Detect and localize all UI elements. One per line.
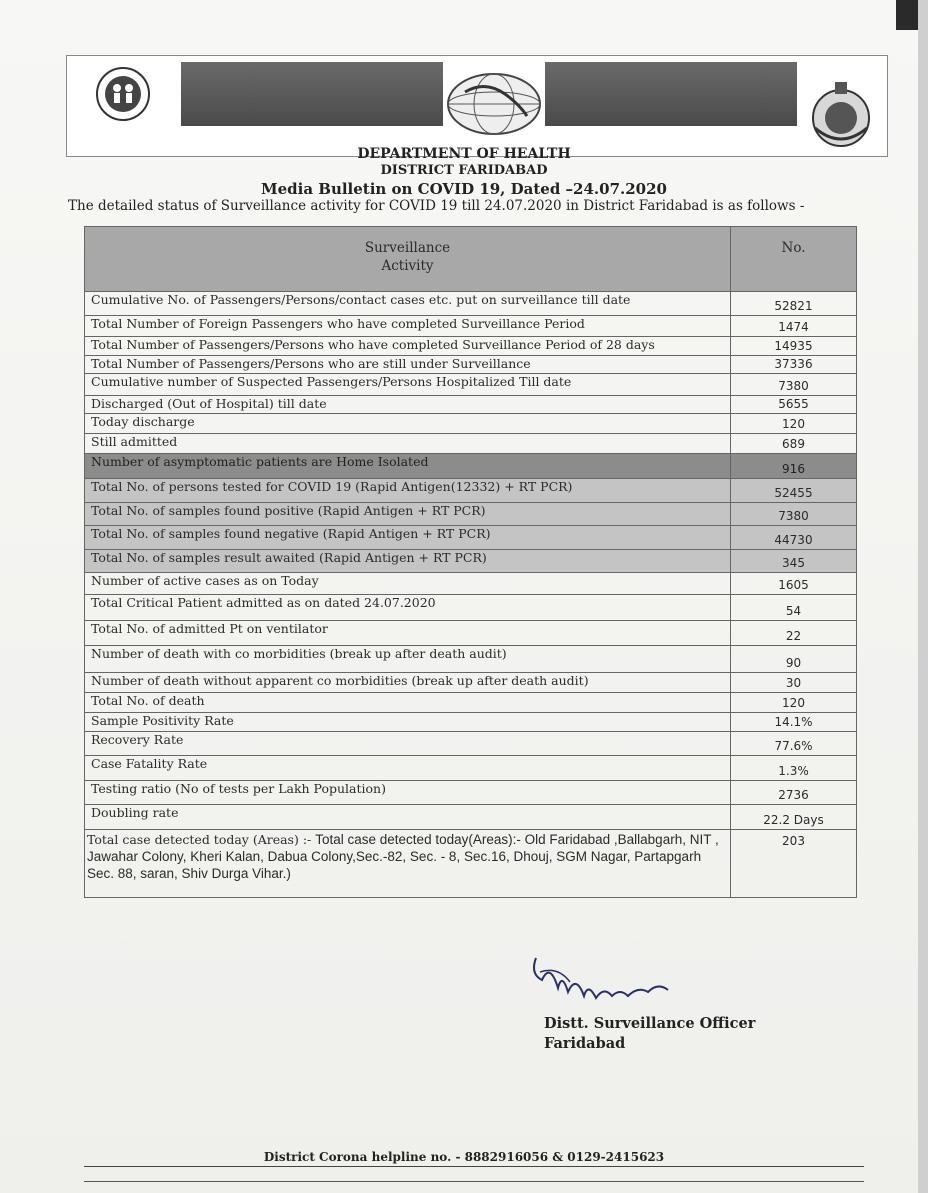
row-label: Number of death without apparent co morbidities (break up after death audit): [85, 673, 731, 693]
areas-label: Total case detected today (Areas) :-: [87, 832, 316, 847]
page-bottom-line: [84, 1181, 864, 1182]
row-value: 22.2 Days: [731, 805, 857, 830]
row-value: 30: [731, 673, 857, 693]
officer-location: Faridabad: [544, 1035, 626, 1052]
table-row: [85, 550, 857, 573]
row-label: Today discharge: [85, 414, 731, 434]
row-value: 1605: [731, 573, 857, 595]
signature: [528, 952, 678, 1022]
row-value: 22: [731, 621, 857, 646]
row-value: 7380: [731, 503, 857, 526]
row-label: Total No. of samples found negative (Rapid Antigen + RT PCR): [85, 526, 731, 550]
row-label: Discharged (Out of Hospital) till date: [85, 396, 731, 414]
row-value: 1.3%: [731, 756, 857, 781]
row-value: 14935: [731, 337, 857, 356]
row-label: Number of active cases as on Today: [85, 573, 731, 595]
row-value: 52821: [731, 292, 857, 316]
row-label: Sample Positivity Rate: [85, 713, 731, 732]
bulletin-title: Media Bulletin on COVID 19, Dated –24.07.2020: [261, 180, 667, 198]
areas-value: 203: [731, 830, 857, 898]
row-label: Cumulative No. of Passengers/Persons/contact cases etc. put on surveillance till date: [85, 292, 731, 316]
table-header-row: [85, 227, 857, 292]
row-value: 345: [731, 550, 857, 573]
row-label: Total Number of Foreign Passengers who have completed Surveillance Period: [85, 316, 731, 337]
table-row: [85, 316, 857, 337]
row-value: 5655: [731, 396, 857, 414]
row-value: 52455: [731, 479, 857, 503]
table-row: [85, 434, 857, 454]
row-label: Total No. of samples result awaited (Rapid Antigen + RT PCR): [85, 550, 731, 573]
row-label: Total No. of death: [85, 693, 731, 713]
national-health-mission-logo: [87, 64, 159, 124]
row-value: 37336: [731, 356, 857, 374]
row-value: 7380: [731, 374, 857, 396]
table-row: [85, 693, 857, 713]
officer-title: Distt. Surveillance Officer: [544, 1015, 756, 1032]
row-label: Testing ratio (No of tests per Lakh Population): [85, 781, 731, 805]
row-label: Case Fatality Rate: [85, 756, 731, 781]
table-row: [85, 781, 857, 805]
row-label: Number of asymptomatic patients are Home Isolated: [85, 454, 731, 479]
table-row: [85, 479, 857, 503]
row-label: Total No. of samples found positive (Rapid Antigen + RT PCR): [85, 503, 731, 526]
row-value: 14.1%: [731, 713, 857, 732]
row-label: Cumulative number of Suspected Passengers/Persons Hospitalized Till date: [85, 374, 731, 396]
row-value: 44730: [731, 526, 857, 550]
row-label: Total Number of Passengers/Persons who have completed Surveillance Period of 28 days: [85, 337, 731, 356]
table-row: [85, 414, 857, 434]
row-label: Recovery Rate: [85, 732, 731, 756]
row-value: 90: [731, 646, 857, 673]
department-title: DEPARTMENT OF HEALTH: [357, 146, 571, 162]
banner-band-right: [545, 62, 797, 126]
row-label: Total Number of Passengers/Persons who are still under Surveillance: [85, 356, 731, 374]
row-value: 54: [731, 595, 857, 621]
table-row: [85, 646, 857, 673]
table-row: [85, 673, 857, 693]
table-row: [85, 621, 857, 646]
row-value: 689: [731, 434, 857, 454]
row-label: Still admitted: [85, 434, 731, 454]
row-value: 120: [731, 414, 857, 434]
row-label: Doubling rate: [85, 805, 731, 830]
row-label: Total No. of persons tested for COVID 19 (Rapid Antigen(12332) + RT PCR): [85, 479, 731, 503]
areas-text: Total case detected today(Areas):- Old Faridabad ,Ballabgarh, NIT , Jawahar Colony, Kheri Kalan, Dabua Colony,Sec.-82, Sec. - 8, Sec.16, Dhouj, SGM Nagar, Partapgarh Sec. 88, saran, Shiv Durga Vihar.): [87, 832, 719, 881]
row-label: Number of death with co morbidities (break up after death audit): [85, 646, 731, 673]
row-value: 2736: [731, 781, 857, 805]
table-row: [85, 374, 857, 396]
row-value: 916: [731, 454, 857, 479]
row-value: 120: [731, 693, 857, 713]
header-banner: [66, 55, 888, 157]
table-row: [85, 805, 857, 830]
table-row: [85, 337, 857, 356]
banner-band-left: [181, 62, 443, 126]
column-header-number: No.: [731, 227, 857, 292]
column-header-activity: Surveillance Activity: [85, 227, 731, 292]
table-row: [85, 573, 857, 595]
table-row: [85, 732, 857, 756]
table-row: [85, 292, 857, 316]
table-row-highlighted: [85, 454, 857, 479]
helpline-footer: District Corona helpline no. - 8882916056 & 0129-2415623: [263, 1150, 665, 1164]
district-title: DISTRICT FARIDABAD: [380, 163, 548, 178]
footer-divider: [84, 1166, 864, 1167]
table-row: [85, 756, 857, 781]
table-row: [85, 503, 857, 526]
table-row: [85, 396, 857, 414]
globe-emblem: [445, 70, 543, 140]
table-row: [85, 356, 857, 374]
haryana-state-emblem: [801, 78, 881, 148]
areas-cell: [85, 830, 731, 898]
table-row: [85, 526, 857, 550]
table-row: [85, 595, 857, 621]
row-label: Total No. of admitted Pt on ventilator: [85, 621, 731, 646]
table-row-areas: [85, 830, 857, 898]
officer-signature-block: [544, 1014, 755, 1054]
surveillance-table: [84, 226, 857, 898]
table-row: [85, 713, 857, 732]
intro-text: The detailed status of Surveillance activity for COVID 19 till 24.07.2020 in District Faridabad is as follows -: [68, 198, 805, 214]
background-corner: [896, 0, 918, 30]
row-value: 1474: [731, 316, 857, 337]
row-label: Total Critical Patient admitted as on dated 24.07.2020: [85, 595, 731, 621]
row-value: 77.6%: [731, 732, 857, 756]
